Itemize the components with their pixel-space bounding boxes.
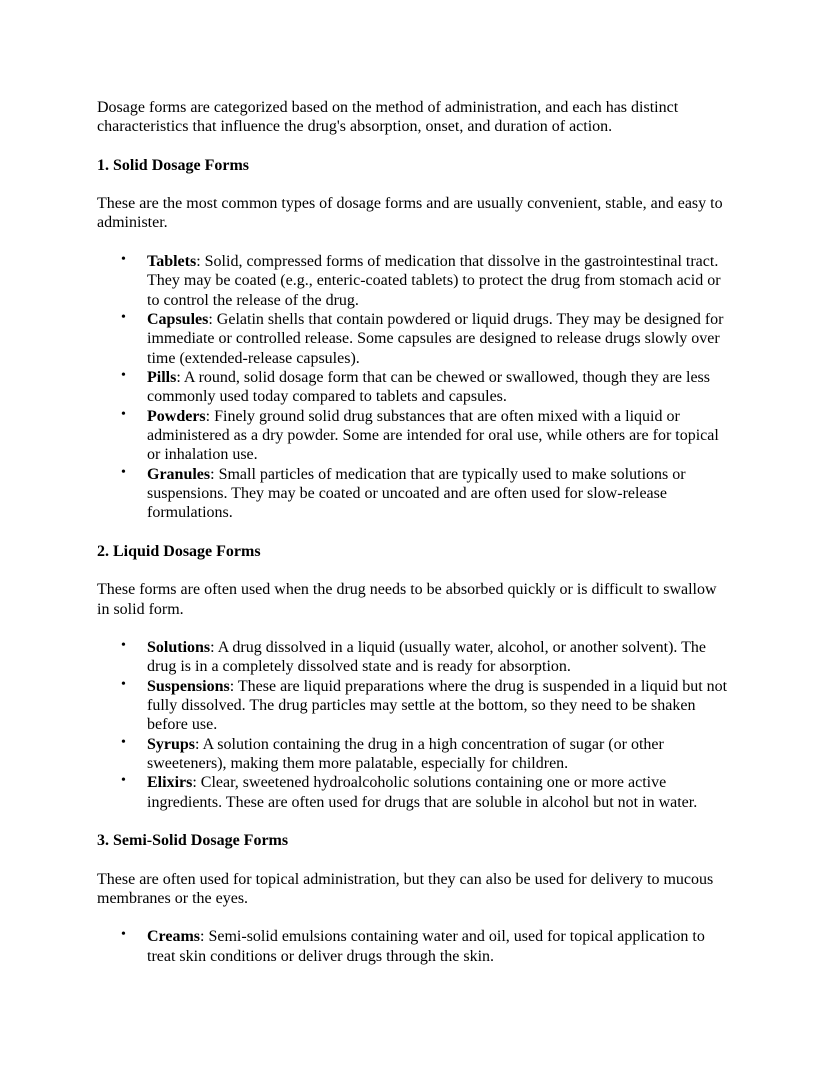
- term-granules-description: : Small particles of medication that are typically used to make solutions or suspensions. They may be coated or uncoated and are often used for slow-release formulations.: [147, 465, 686, 522]
- term-tablets: Tablets: [147, 252, 197, 270]
- term-syrups-description: : A solution containing the drug in a high concentration of sugar (or other sweeteners), making them more palatable, especially for children.: [147, 735, 664, 773]
- bullet-icon: •: [121, 734, 126, 750]
- section-description-semi-solid: These are often used for topical administration, but they can also be used for delivery to mucous membranes or the eyes.: [97, 870, 714, 907]
- term-capsules: Capsules: [147, 310, 209, 328]
- section-description-solid: These are the most common types of dosage forms and are usually convenient, stable, and easy to administer.: [97, 195, 723, 232]
- term-powders: Powders: [147, 407, 206, 425]
- bullet-icon: •: [121, 406, 126, 422]
- bullet-list-solid: [97, 252, 731, 523]
- section-heading-semi-solid: 3. Semi-Solid Dosage Forms: [97, 832, 289, 850]
- term-suspensions: Suspensions: [147, 677, 230, 695]
- list-item-syrups: [121, 734, 731, 774]
- section-heading-solid: 1. Solid Dosage Forms: [97, 156, 249, 174]
- term-powders-description: : Finely ground solid drug substances that are often mixed with a liquid or administered as a dry powder. Some are intended for oral use, while others are for topical or inhalation use.: [147, 407, 719, 464]
- list-item-elixirs: [121, 773, 731, 812]
- bullet-icon: •: [121, 927, 126, 943]
- list-item-suspensions: [121, 676, 731, 735]
- section-liquid-dosage-forms: [97, 542, 731, 812]
- list-item-solutions: [121, 637, 731, 677]
- bullet-icon: •: [121, 676, 126, 692]
- term-pills: Pills: [147, 368, 177, 386]
- term-syrups: Syrups: [147, 735, 196, 753]
- term-elixirs: Elixirs: [147, 774, 193, 792]
- term-creams: Creams: [147, 928, 201, 946]
- intro-paragraph: Dosage forms are categorized based on the method of administration, and each has distinct characteristics that influence the drug's absorption, onset, and duration of action.: [97, 99, 679, 136]
- term-capsules-description: : Gelatin shells that contain powdered or liquid drugs. They may be designed for immediate or controlled release. Some capsules are designed to release drugs slowly over time (extended-release capsules).: [147, 310, 724, 367]
- term-creams-description: : Semi-solid emulsions containing water and oil, used for topical application to treat skin conditions or deliver drugs through the skin.: [147, 928, 705, 965]
- bullet-icon: •: [121, 251, 126, 267]
- section-solid-dosage-forms: [97, 156, 731, 523]
- term-pills-description: : A round, solid dosage form that can be chewed or swallowed, though they are less commonly used today compared to tablets and capsules.: [147, 368, 710, 406]
- term-tablets-description: : Solid, compressed forms of medication that dissolve in the gastrointestinal tract. They may be coated (e.g., enteric-coated tablets) to protect the drug from stomach acid or to control the release of the drug.: [147, 252, 721, 309]
- bullet-icon: •: [121, 464, 126, 480]
- section-semi-solid-dosage-forms: [97, 831, 731, 966]
- list-item-pills: [121, 367, 731, 407]
- list-item-granules: [121, 464, 731, 523]
- list-item-creams: [121, 927, 731, 966]
- list-item-capsules: [121, 309, 731, 368]
- term-granules: Granules: [147, 465, 211, 483]
- term-suspensions-description: : These are liquid preparations where the drug is suspended in a liquid but not fully dissolved. The drug particles may settle at the bottom, so they need to be shaken before use.: [147, 677, 728, 734]
- bullet-list-liquid: [97, 638, 731, 812]
- term-elixirs-description: : Clear, sweetened hydroalcoholic solutions containing one or more active ingredients. These are often used for drugs that are soluble in alcohol but not in water.: [147, 774, 698, 811]
- section-heading-liquid: 2. Liquid Dosage Forms: [97, 542, 261, 560]
- list-item-powders: [121, 406, 731, 465]
- bullet-icon: •: [121, 309, 126, 325]
- bullet-list-semi-solid: [97, 927, 731, 966]
- term-solutions-description: : A drug dissolved in a liquid (usually water, alcohol, or another solvent). The drug is in a completely dissolved state and is ready for absorption.: [147, 638, 706, 676]
- term-solutions: Solutions: [147, 638, 211, 656]
- bullet-icon: •: [121, 637, 126, 653]
- list-item-tablets: [121, 251, 731, 310]
- section-description-liquid: These forms are often used when the drug needs to be absorbed quickly or is difficult to swallow in solid form.: [97, 581, 717, 618]
- bullet-icon: •: [121, 773, 126, 789]
- bullet-icon: •: [121, 367, 126, 383]
